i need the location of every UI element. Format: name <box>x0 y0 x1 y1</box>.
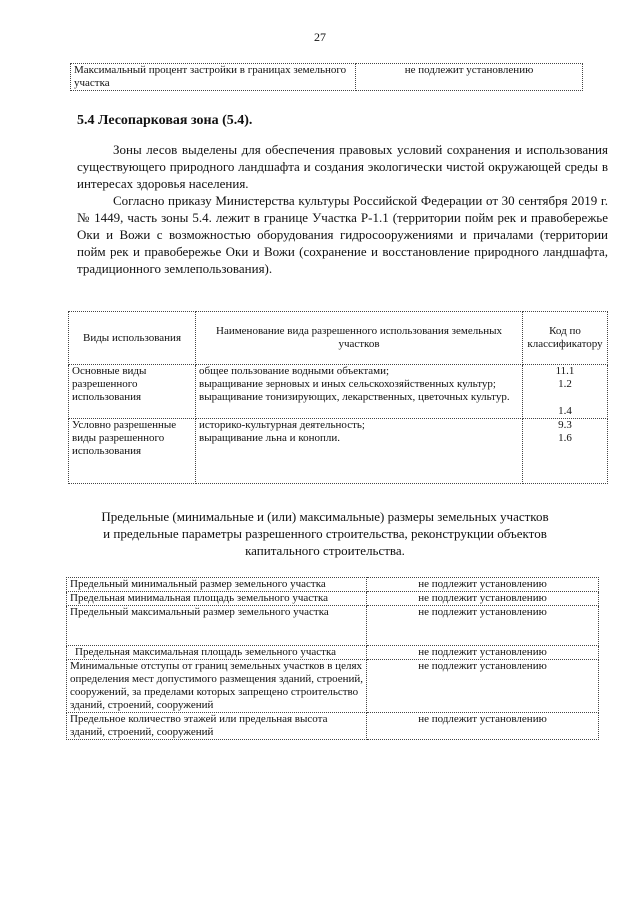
limit-label: Минимальные отступы от границ земельных участков в целях определения мест допустимого размещения зданий, строений, сооружений, за пределами которых запрещено строительство зданий, строений, сооружений <box>67 660 367 713</box>
limit-value: не подлежит установлению <box>367 660 599 713</box>
table-cell-label: Максимальный процент застройки в границах земельного участка <box>71 64 356 91</box>
header-cell: Виды использования <box>69 312 196 365</box>
limit-label: Предельный минимальный размер земельного участка <box>67 578 367 592</box>
limit-value: не подлежит установлению <box>367 646 599 660</box>
use-code: 1.2 <box>558 378 572 390</box>
limit-label: Предельная максимальная площадь земельного участка <box>67 646 367 660</box>
table-header-row <box>69 312 608 365</box>
limit-value: не подлежит установлению <box>367 592 599 606</box>
use-names-cell <box>196 365 523 419</box>
limits-title: Предельные (минимальные и (или) максимальные) размеры земельных участков и предельные параметры разрешенного строительства, реконструкции объектов капитального строительства. <box>101 509 549 558</box>
use-name: выращивание тонизирующих, лекарственных, цветочных культур. <box>199 391 510 403</box>
limit-label: Предельное количество этажей или предельная высота зданий, строений, сооружений <box>67 713 367 740</box>
limit-value: не подлежит установлению <box>367 578 599 592</box>
table-row <box>67 578 599 592</box>
use-codes-cell <box>523 419 608 484</box>
limit-label: Предельный максимальный размер земельного участка <box>67 606 367 646</box>
table-row <box>69 419 608 484</box>
limit-label: Предельная минимальная площадь земельного участка <box>67 592 367 606</box>
table-row <box>69 365 608 419</box>
header-cell: Код по классификатору <box>523 312 608 365</box>
permitted-use-table <box>68 311 608 484</box>
table-row <box>71 64 583 91</box>
use-name: общее пользование водными объектами; <box>199 365 390 377</box>
limit-value: не подлежит установлению <box>367 606 599 646</box>
max-coverage-table <box>70 63 583 91</box>
table-row <box>67 606 599 646</box>
header-cell: Наименование вида разрешенного использования земельных участков <box>196 312 523 365</box>
use-type-cell: Основные виды разрешенного использования <box>69 365 196 419</box>
use-codes-cell <box>523 365 608 419</box>
use-code: 1.6 <box>558 432 572 444</box>
table-row <box>67 713 599 740</box>
use-name: историко-культурная деятельность; <box>199 419 365 431</box>
use-type-cell: Условно разрешенные виды разрешенного использования <box>69 419 196 484</box>
use-code: 1.4 <box>558 405 572 417</box>
limits-table <box>66 577 599 740</box>
table-row <box>67 592 599 606</box>
use-name: выращивание зерновых и иных сельскохозяйственных культур; <box>199 378 496 390</box>
paragraph: Зоны лесов выделены для обеспечения правовых условий сохранения и использования существующего природного ландшафта и создания экологически чистой окружающей среды в интересах здоровья населения. <box>77 142 608 191</box>
table-row <box>67 660 599 713</box>
table-row <box>67 646 599 660</box>
section-heading: 5.4 Лесопарковая зона (5.4). <box>77 113 253 128</box>
paragraph: Согласно приказу Министерства культуры Российской Федерации от 30 сентября 2019 г. № 1449, часть зоны 5.4. лежит в границе Участка Р-1.1 (территории пойм рек и правобережье Оки и Вожи с возможностью оборудования гидросооружениями и причалами (территории пойм рек и правобережье Оки и Вожи (сохранение и восстановление природного ландшафта, традиционного землепользования). <box>77 193 608 276</box>
page-number: 27 <box>314 30 326 44</box>
use-code: 11.1 <box>555 365 575 377</box>
limit-value: не подлежит установлению <box>367 713 599 740</box>
use-name: выращивание льна и конопли. <box>199 432 341 444</box>
table-cell-value: не подлежит установлению <box>356 64 583 91</box>
use-code: 9.3 <box>558 419 572 431</box>
use-names-cell <box>196 419 523 484</box>
